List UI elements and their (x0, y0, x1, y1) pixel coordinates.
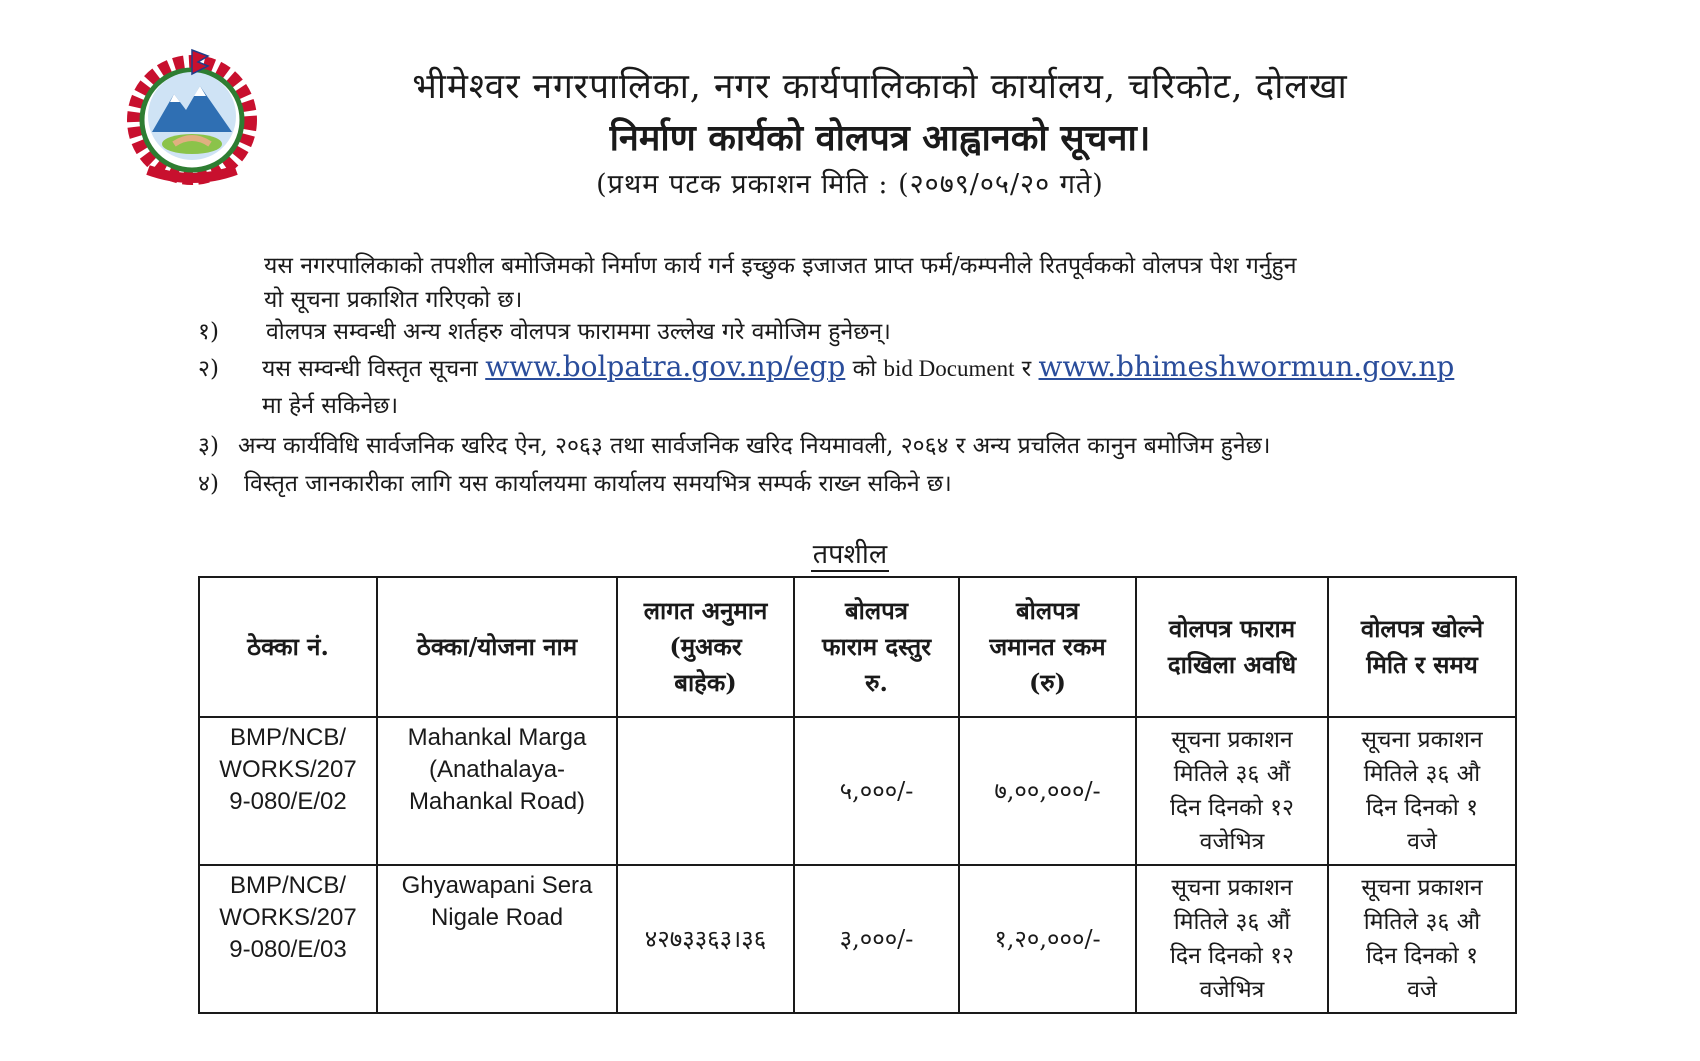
bolpatra-link[interactable]: www.bolpatra.gov.np/egp (485, 350, 846, 383)
contract-no-cell: BMP/NCB/ WORKS/207 9-080/E/03 (199, 865, 377, 1013)
table-row (199, 865, 1516, 1013)
item-3 (198, 428, 1270, 460)
item-1-number: १) (198, 319, 219, 345)
contract-no-cell: BMP/NCB/ WORKS/207 9-080/E/02 (199, 717, 377, 865)
cost-estimate-cell: ४२७३३६३।३६ (617, 865, 794, 1013)
item-4 (198, 466, 952, 498)
header-bid-security: बोलपत्र जमानत रकम (रु) (959, 577, 1136, 717)
table-header-row (199, 577, 1516, 717)
project-name-cell: Mahankal Marga (Anathalaya- Mahankal Road) (377, 717, 617, 865)
item-4-number: ४) (198, 471, 219, 497)
item-1 (198, 314, 891, 346)
table-row (199, 717, 1516, 865)
form-fee-cell: ५,०००/- (794, 717, 959, 865)
bid-security-cell: १,२०,०००/- (959, 865, 1136, 1013)
item-2 (198, 350, 1454, 383)
item-2-text-a: यस सम्वन्धी विस्तृत सूचना (262, 356, 478, 382)
schedule-table (198, 576, 1517, 1014)
header-project-name: ठेक्का/योजना नाम (377, 577, 617, 717)
notice-title: निर्माण कार्यको वोलपत्र आह्वानको सूचना। (609, 117, 1151, 159)
item-2-text-c: bid Document (883, 356, 1015, 381)
header-form-fee: बोलपत्र फाराम दस्तुर रु. (794, 577, 959, 717)
submission-period-cell: सूचना प्रकाशन मितिले ३६ औं दिन दिनको १२ वजेभित्र (1136, 865, 1328, 1013)
item-1-text: वोलपत्र सम्वन्धी अन्य शर्तहरु वोलपत्र फाराममा उल्लेख गरे वमोजिम हुनेछन्। (266, 319, 891, 345)
opening-date-cell: सूचना प्रकाशन मितिले ३६ औ दिन दिनको १ वजे (1328, 865, 1516, 1013)
schedule-title: तपशील (812, 539, 888, 570)
form-fee-cell: ३,०००/- (794, 865, 959, 1013)
item-4-text: विस्तृत जानकारीका लागि यस कार्यालयमा कार्यालय समयभित्र सम्पर्क राख्न सकिने छ। (244, 471, 952, 497)
project-name-cell: Ghyawapani Sera Nigale Road (377, 865, 617, 1013)
submission-period-cell: सूचना प्रकाशन मितिले ३६ औं दिन दिनको १२ वजेभित्र (1136, 717, 1328, 865)
item-3-text: अन्य कार्यविधि सार्वजनिक खरिद ऐन, २०६३ तथा सार्वजनिक खरिद नियमावली, २०६४ र अन्य प्रचलित कानुन बमोजिम हुनेछ। (238, 433, 1271, 459)
item-2-text-d: र (1021, 356, 1032, 382)
publication-date: (प्रथम पटक प्रकाशन मिति : (२०७९/०५/२० गते) (596, 169, 1104, 200)
opening-date-cell: सूचना प्रकाशन मितिले ३६ औ दिन दिनको १ वजे (1328, 717, 1516, 865)
header-cost-estimate: लागत अनुमान (मुअकर बाहेक) (617, 577, 794, 717)
item-2-text-b: को (852, 356, 877, 382)
item-2-number: २) (198, 356, 219, 382)
item-2-line-2: मा हेर्न सकिनेछ। (262, 393, 399, 419)
header-submission-period: वोलपत्र फाराम दाखिला अवधि (1136, 577, 1328, 717)
intro-line-2: यो सूचना प्रकाशित गरिएको छ। (264, 287, 523, 313)
cost-estimate-cell (617, 717, 794, 865)
header-opening-date: वोलपत्र खोल्ने मिति र समय (1328, 577, 1516, 717)
header-contract-no: ठेक्का नं. (199, 577, 377, 717)
office-name: भीमेश्वर नगरपालिका, नगर कार्यपालिकाको कार्यालय, चरिकोट, दोलखा (412, 67, 1348, 107)
bhimeshwormun-link[interactable]: www.bhimeshwormun.gov.np (1038, 350, 1455, 383)
item-3-number: ३) (198, 433, 219, 459)
intro-line-1: यस नगरपालिकाको तपशील बमोजिमको निर्माण कार्य गर्न इच्छुक इजाजत प्राप्त फर्म/कम्पनीले रितपूर्वकको वोलपत्र पेश गर्नुहुन (264, 253, 1297, 279)
bid-security-cell: ७,००,०००/- (959, 717, 1136, 865)
